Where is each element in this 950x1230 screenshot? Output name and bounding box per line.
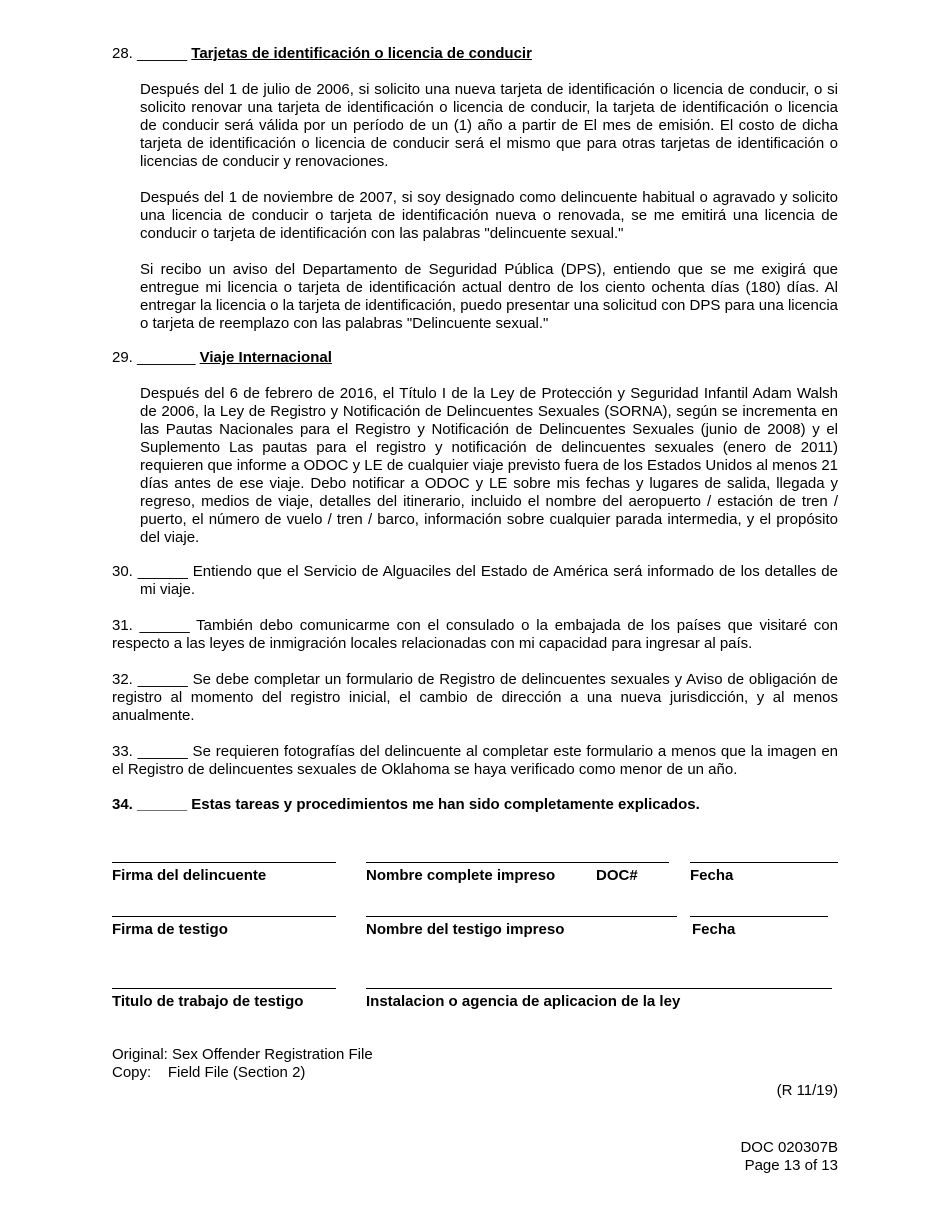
item-31: 31. ______ También debo comunicarme con el consulado o la embajada de los países que visitaré con respecto a las leyes de inmigración locales relacionadas con mi capacidad para ingresar al país. [112,617,838,652]
revision-code: (R 11/19) [776,1082,838,1099]
witness-name-label: Nombre del testigo impreso [366,921,565,938]
item-29-blank: _______ [137,349,196,366]
footer-copy-value: Field File (Section 2) [167,1064,306,1081]
item-32: 32. ______ Se debe completar un formulario de Registro de delincuentes sexuales y Aviso de obligación de registro al momento del registro inicial, el cambio de dirección a una nueva jurisdicción, y al menos anualmente. [112,671,838,724]
item-29-heading: Viaje Internacional [199,349,332,366]
page-number: Page 13 of 13 [744,1157,838,1174]
offender-signature-label: Firma del delincuente [112,867,267,884]
item-28-blank: ______ [137,45,188,62]
item-33: 33. ______ Se requieren fotografías del delincuente al completar este formulario a menos que la imagen en el Registro de delincuentes sexuales de Oklahoma se haya verificado como menor de un año. [112,743,838,778]
date-label-1: Fecha [690,867,734,884]
item-28-paragraph-1: Después del 1 de julio de 2006, si solicito una nueva tarjeta de identificación o licencia de conducir, o si solicito renovar una tarjeta de identificación o licencia de conducir, la tarjeta de identificación o licencia de conducir será válida por un período de un (1) año a partir de El mes de emisión. El costo de dicha tarjeta de identificación o licencia de conducir será el mismo que para otras tarjetas de identificación o licencias de conducir y renovaciones. [140,81,838,170]
doc-id: DOC 020307B [740,1139,838,1156]
witness-title-line[interactable] [112,988,336,989]
date-label-2: Fecha [692,921,736,938]
item-28-paragraph-2: Después del 1 de noviembre de 2007, si soy designado como delincuente habitual o agravado y solicito una licencia de conducir o tarjeta de identificación nueva o renovada, se me emitirá una licencia de conducir o tarjeta de identificación con las palabras "delincuente sexual." [140,189,838,242]
item-29-number: 29. [112,349,133,366]
witness-signature-line[interactable] [112,916,336,917]
doc-number-label: DOC# [596,867,638,884]
footer-copy-label: Copy: [112,1064,152,1081]
item-28-header [112,45,532,63]
item-28-paragraph-3: Si recibo un aviso del Departamento de Seguridad Pública (DPS), entiendo que se me exigirá que entregue mi licencia o tarjeta de identificación actual dentro de los ciento ochenta días (180) días. Al entregar la licencia o la tarjeta de identificación, puedo presentar una solicitud con DPS para una licencia o tarjeta de reemplazo con las palabras "Delincuente sexual." [140,261,838,332]
facility-label: Instalacion o agencia de aplicacion de la ley [366,993,681,1010]
footer-copy [112,1064,305,1082]
facility-line[interactable] [366,988,832,989]
item-28-number: 28. [112,45,133,62]
date-line-1[interactable] [690,862,838,863]
offender-signature-line[interactable] [112,862,336,863]
witness-name-line[interactable] [366,916,677,917]
date-line-2[interactable] [690,916,828,917]
item-29-paragraph: Después del 6 de febrero de 2016, el Título I de la Ley de Protección y Seguridad Infantil Adam Walsh de 2006, la Ley de Registro y Notificación de Delincuentes Sexuales (SORNA), según se incrementa en las Pautas Nacionales para el Registro y Notificación de Delincuentes Sexuales (junio de 2008) y el Suplemento Las pautas para el registro y notificación de delincuentes sexuales (enero de 2011) requieren que informe a ODOC y LE de cualquier viaje previsto fuera de los Estados Unidos al menos 21 días antes de ese viaje. Debo notificar a ODOC y LE sobre mis fechas y lugares de salida, llegada y regreso, medios de viaje, detalles del itinerario, incluido el nombre del aeropuerto / estación de tren / puerto, el número de vuelo / tren / barco, información sobre cualquier parada intermedia, y el propósito del viaje. [140,385,838,546]
witness-signature-label: Firma de testigo [112,921,228,938]
printed-name-line[interactable] [366,862,669,863]
item-28-heading: Tarjetas de identificación o licencia de conducir [191,45,532,62]
printed-name-label: Nombre complete impreso [366,867,556,884]
item-34: 34. ______ Estas tareas y procedimientos me han sido completamente explicados. [112,796,700,813]
witness-title-label: Titulo de trabajo de testigo [112,993,304,1010]
item-29-header [112,349,332,367]
footer-original: Original: Sex Offender Registration File [112,1046,373,1063]
item-30: 30. ______ Entiendo que el Servicio de Alguaciles del Estado de América será informado de los detalles de mi viaje. [112,563,838,598]
